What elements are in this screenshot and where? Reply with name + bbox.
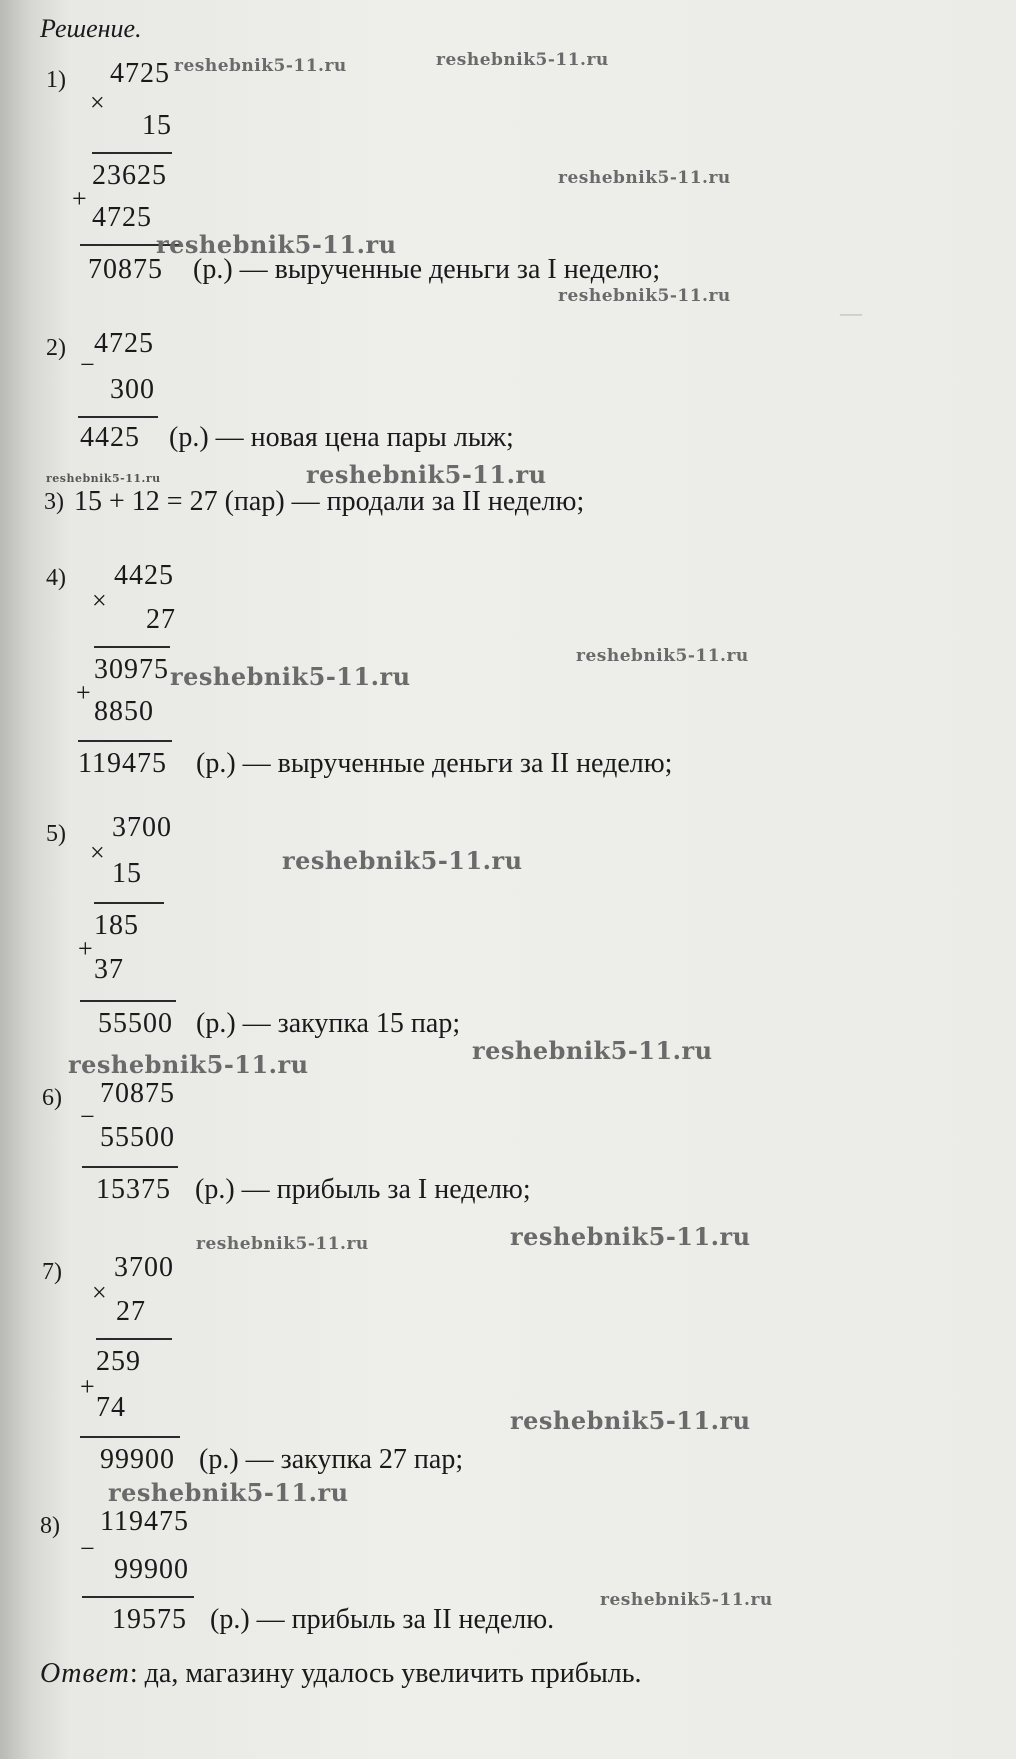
step-8-operand-a: 119475 bbox=[100, 1506, 189, 1537]
step-8-result: 19575 bbox=[112, 1604, 187, 1635]
multiply-sign: × bbox=[90, 88, 105, 117]
step-6-operand-b: 55500 bbox=[100, 1122, 175, 1153]
step-7-label: 7) bbox=[42, 1259, 62, 1285]
step-5-operand-a: 3700 bbox=[112, 812, 172, 843]
step-5-operand-b: 15 bbox=[112, 858, 142, 889]
step-1-operand-a: 4725 bbox=[110, 58, 170, 89]
step-2-result: 4425 bbox=[80, 422, 140, 453]
solution-heading: Решение. bbox=[40, 14, 142, 43]
watermark: reshebnik5-11.ru bbox=[510, 1222, 751, 1251]
minus-sign: − bbox=[80, 1534, 95, 1563]
bleed-through-text: — bbox=[840, 300, 862, 325]
step-5-note: (р.) — закупка 15 пар; bbox=[196, 1008, 461, 1039]
multiply-sign: × bbox=[92, 1278, 107, 1307]
step-4-operand-b: 27 bbox=[146, 604, 176, 635]
step-5-partial-1: 185 bbox=[94, 910, 139, 941]
watermark: reshebnik5-11.ru bbox=[170, 662, 411, 691]
step-1-note: (р.) — вырученные деньги за I неделю; bbox=[193, 254, 661, 285]
step-1-partial-1: 23625 bbox=[92, 160, 167, 191]
step-8-operand-b: 99900 bbox=[114, 1554, 189, 1585]
step-8-rule bbox=[82, 1596, 194, 1598]
step-5-result: 55500 bbox=[98, 1008, 173, 1039]
step-6-note: (р.) — прибыль за I неделю; bbox=[195, 1174, 531, 1205]
step-4-note: (р.) — вырученные деньги за II неделю; bbox=[196, 748, 673, 779]
step-6-label: 6) bbox=[42, 1085, 62, 1111]
step-5-rule-2 bbox=[80, 1000, 176, 1002]
step-1-result: 70875 bbox=[88, 254, 163, 285]
plus-sign: + bbox=[80, 1372, 95, 1401]
step-4-rule bbox=[94, 646, 170, 648]
plus-sign: + bbox=[76, 678, 91, 707]
watermark: reshebnik5-11.ru bbox=[68, 1050, 309, 1079]
multiply-sign: × bbox=[92, 586, 107, 615]
multiply-sign: × bbox=[90, 838, 105, 867]
watermark: reshebnik5-11.ru bbox=[510, 1406, 751, 1435]
step-2-operand-a: 4725 bbox=[94, 328, 154, 359]
watermark: reshebnik5-11.ru bbox=[174, 56, 347, 76]
watermark: reshebnik5-11.ru bbox=[558, 286, 731, 306]
step-7-rule bbox=[96, 1338, 172, 1340]
watermark: reshebnik5-11.ru bbox=[156, 230, 397, 259]
step-7-operand-b: 27 bbox=[116, 1296, 146, 1327]
step-2-rule bbox=[78, 416, 158, 418]
step-6-result: 15375 bbox=[96, 1174, 171, 1205]
watermark: reshebnik5-11.ru bbox=[196, 1234, 369, 1254]
step-6-rule bbox=[82, 1166, 178, 1168]
step-7-result: 99900 bbox=[100, 1444, 175, 1475]
step-3-label: 3) bbox=[44, 489, 64, 515]
step-1-rule bbox=[92, 152, 172, 154]
step-7-note: (р.) — закупка 27 пар; bbox=[199, 1444, 464, 1475]
step-4-label: 4) bbox=[46, 565, 66, 591]
watermark: reshebnik5-11.ru bbox=[558, 168, 731, 188]
minus-sign: − bbox=[80, 350, 95, 379]
watermark: reshebnik5-11.ru bbox=[306, 460, 547, 489]
answer-text: : да, магазину удалось увеличить прибыль. bbox=[129, 1658, 642, 1689]
step-7-partial-2: 74 bbox=[96, 1392, 126, 1423]
step-8-label: 8) bbox=[40, 1513, 60, 1539]
answer-line bbox=[40, 1660, 642, 1688]
step-8-note: (р.) — прибыль за II неделю. bbox=[210, 1604, 555, 1635]
step-2-operand-b: 300 bbox=[110, 374, 155, 405]
watermark: reshebnik5-11.ru bbox=[600, 1590, 773, 1610]
plus-sign: + bbox=[72, 184, 87, 213]
step-2-label: 2) bbox=[46, 335, 66, 361]
minus-sign: − bbox=[80, 1102, 95, 1131]
step-5-rule bbox=[94, 902, 164, 904]
step-4-partial-1: 30975 bbox=[94, 654, 169, 685]
step-2-note: (р.) — новая цена пары лыж; bbox=[169, 422, 514, 453]
step-7-operand-a: 3700 bbox=[114, 1252, 174, 1283]
step-5-label: 5) bbox=[46, 821, 66, 847]
step-4-partial-2: 8850 bbox=[94, 696, 154, 727]
step-6-operand-a: 70875 bbox=[100, 1078, 175, 1109]
step-5-partial-2: 37 bbox=[94, 954, 124, 985]
step-4-rule-2 bbox=[78, 740, 172, 742]
step-7-rule-2 bbox=[80, 1436, 180, 1438]
watermark: reshebnik5-11.ru bbox=[576, 646, 749, 666]
watermark: reshebnik5-11.ru bbox=[46, 472, 161, 485]
watermark: reshebnik5-11.ru bbox=[108, 1478, 349, 1507]
watermark: reshebnik5-11.ru bbox=[472, 1036, 713, 1065]
step-1-partial-2: 4725 bbox=[92, 202, 152, 233]
step-4-operand-a: 4425 bbox=[114, 560, 174, 591]
plus-sign: + bbox=[78, 934, 93, 963]
step-4-result: 119475 bbox=[78, 748, 167, 779]
step-1-label: 1) bbox=[46, 67, 66, 93]
step-1-operand-b: 15 bbox=[142, 110, 172, 141]
step-3-text: 15 + 12 = 27 (пар) — продали за II неделю; bbox=[74, 486, 585, 517]
watermark: reshebnik5-11.ru bbox=[436, 50, 609, 70]
watermark: reshebnik5-11.ru bbox=[282, 846, 523, 875]
answer-label: Ответ bbox=[40, 1658, 130, 1689]
step-7-partial-1: 259 bbox=[96, 1346, 141, 1377]
